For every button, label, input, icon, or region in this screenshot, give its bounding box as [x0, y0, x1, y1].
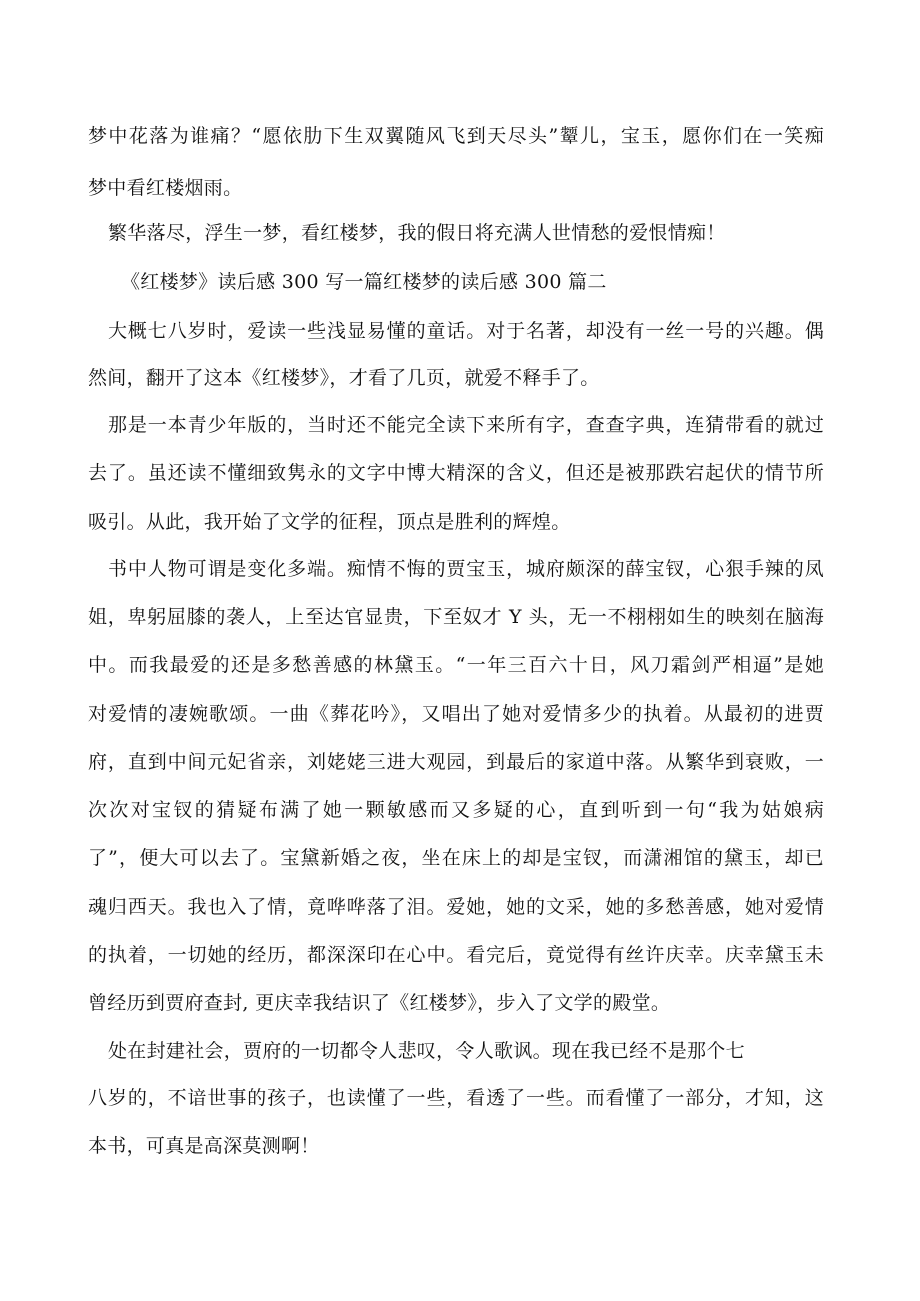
text-line-5: 大概七八岁时，爱读一些浅显易懂的童话。对于名著，却没有一丝一号的兴趣。偶 [108, 320, 824, 342]
text-line-15: 次次对宝钗的猜疑布满了她一颗敏感而又多疑的心，直到听到一句“我为姑娘病 [88, 799, 824, 821]
text-line-20: 处在封建社会，贾府的一切都令人悲叹，令人歌讽。现在我已经不是那个七 [108, 1040, 745, 1062]
text-line-11: 姐，卑躬屈膝的袭人，上至达官显贵，下至奴才 Y 头，无一不栩栩如生的映刻在脑海 [88, 606, 824, 628]
text-line-1: 梦中花落为谁痛？“愿依肋下生双翼随风飞到天尽头”颦儿，宝玉，愿你们在一笑痴 [88, 125, 824, 147]
section-heading: 《红楼梦》读后感 300 写一篇红楼梦的读后感 300 篇二 [121, 271, 607, 293]
text-line-13: 对爱情的凄婉歌颂。一曲《葬花吟》，又唱出了她对爱情多少的执着。从最初的进贾 [88, 703, 824, 725]
text-line-9: 吸引。从此，我开始了文学的征程，顶点是胜利的辉煌。 [88, 511, 571, 533]
text-line-8: 去了。虽还读不懂细致隽永的文字中博大精深的含义，但还是被那跌宕起伏的情节所 [88, 462, 824, 484]
text-line-21: 八岁的，不谙世事的孩子，也读懂了一些，看透了一些。而看懂了一部分，才知，这 [88, 1087, 824, 1109]
text-line-12: 中。而我最爱的还是多愁善感的林黛玉。“一年三百六十日，风刀霜剑严相逼”是她 [88, 654, 824, 676]
text-line-16: 了”，便大可以去了。宝黛新婚之夜，坐在床上的却是宝钗，而潇湘馆的黛玉，却已 [88, 847, 824, 869]
text-line-22: 本书，可真是高深莫测啊！ [88, 1135, 320, 1157]
text-line-2: 梦中看红楼烟雨。 [88, 177, 243, 199]
text-line-3: 繁华落尽，浮生一梦，看红楼梦，我的假日将充满人世情愁的爱恨情痴！ [108, 222, 726, 244]
text-line-7: 那是一本青少年版的，当时还不能完全读下来所有字，查查字典，连猜带看的就过 [108, 414, 824, 436]
text-line-17: 魂归西天。我也入了情，竟哗哗落了泪。爱她，她的文采，她的多愁善感，她对爱情 [88, 896, 824, 918]
text-line-18: 的执着，一切她的经历，都深深印在心中。看完后，竟觉得有丝许庆幸。庆幸黛玉未 [88, 944, 824, 966]
text-line-10: 书中人物可谓是变化多端。痴情不悔的贾宝玉，城府颇深的薛宝钗，心狠手辣的凤 [108, 558, 824, 580]
text-line-6: 然间，翻开了这本《红楼梦》，才看了几页，就爱不释手了。 [88, 367, 600, 389]
text-line-14: 府，直到中间元妃省亲，刘姥姥三进大观园，到最后的家道中落。从繁华到衰败，一 [88, 751, 824, 773]
text-line-19: 曾经历到贾府查封, 更庆幸我结识了《红楼梦》，步入了文学的殿堂。 [88, 992, 671, 1014]
